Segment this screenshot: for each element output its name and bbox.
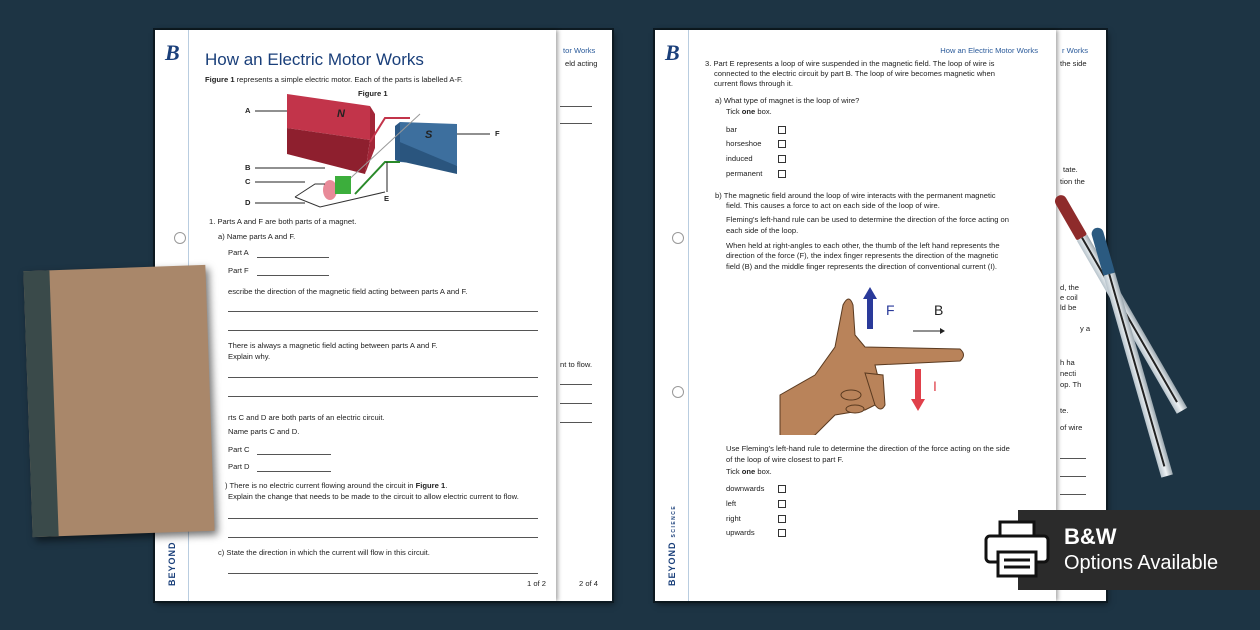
option-permanent-label: permanent: [726, 169, 763, 178]
held-text: direction of the force (F), the index finger represents the direction of the magnetic: [726, 251, 999, 260]
figure-label-a: A: [245, 106, 251, 115]
question-3-line: connected to the electric circuit by part B. The loop of wire becomes magnetic when: [714, 69, 995, 78]
brand-wordmark: BEYOND: [167, 541, 177, 586]
option-downwards-label: downwards: [726, 484, 765, 493]
tick-instruction: Tick one box.: [726, 467, 772, 476]
part-c-label: Part C: [228, 445, 250, 454]
back-page-text: tate.: [1063, 165, 1078, 174]
figure-label-c: C: [245, 177, 251, 186]
question-1a: a) Name parts A and F.: [218, 232, 296, 241]
use-fleming-text: Use Fleming's left-hand rule to determine the direction of the force acting on the side: [726, 444, 1010, 453]
option-left-label: left: [726, 499, 737, 508]
magnet-label-s: S: [425, 129, 433, 141]
back-page-text: ld be: [1060, 303, 1077, 312]
answer-line[interactable]: [228, 537, 538, 538]
question-3b-line: b) The magnetic field around the loop of wire interacts with the permanent magnetic: [715, 191, 996, 200]
back-page-text: op. Th: [1060, 380, 1082, 389]
back-page-text: y a: [1080, 324, 1091, 333]
figure-label-b: B: [245, 163, 251, 172]
bw-options-banner: [1018, 510, 1260, 590]
question-2: rts C and D are both parts of an electric circuit.: [228, 413, 385, 422]
back-page-text: nt to flow.: [560, 360, 593, 369]
back-page-text: of wire: [1060, 423, 1083, 432]
question-2a: Name parts C and D.: [228, 427, 300, 436]
part-f-answer-line[interactable]: [257, 275, 329, 276]
question-3a: a) What type of magnet is the loop of wire?: [715, 96, 860, 105]
option-right-checkbox[interactable]: [778, 515, 786, 523]
worksheet-page-left: [155, 30, 556, 601]
part-a-answer-line[interactable]: [257, 257, 329, 258]
option-bar-label: bar: [726, 125, 737, 134]
option-induced-checkbox[interactable]: [778, 155, 786, 163]
question-2c: c) State the direction in which the current will flow in this circuit.: [218, 548, 430, 557]
back-page-text: eld acting: [565, 59, 598, 68]
part-d-label: Part D: [228, 462, 250, 471]
field-label: B: [934, 302, 944, 318]
fleming-text: Fleming's left-hand rule can be used to determine the direction of the force acting on: [726, 215, 1010, 224]
brand-logo: B: [665, 40, 680, 65]
back-page-header: tor Works: [563, 46, 596, 55]
answer-line[interactable]: [228, 377, 538, 378]
figure-label-d: D: [245, 198, 251, 207]
magnet-label-n: N: [337, 108, 345, 120]
back-page-number: 2 of 4: [579, 579, 598, 588]
question-2b-explain: Explain the change that needs to be made to the circuit to allow electric current to flow.: [228, 492, 519, 501]
part-d-answer-line[interactable]: [257, 471, 331, 472]
question-3-line: 3. Part E represents a loop of wire suspended in the magnetic field. The loop of wire is: [705, 59, 995, 68]
force-arrow: [863, 287, 877, 329]
option-right-label: right: [726, 514, 741, 523]
figure-caption: Figure 1: [358, 89, 388, 98]
page-number: 1 of 2: [527, 579, 546, 588]
part-f-label: Part F: [228, 266, 249, 275]
part-c-answer-line[interactable]: [257, 454, 331, 455]
question-1c-explain: Explain why.: [228, 352, 271, 361]
option-induced-label: induced: [726, 154, 753, 163]
back-page-header: r Works: [1062, 46, 1089, 55]
electric-motor-figure: [235, 92, 505, 212]
option-permanent-checkbox[interactable]: [778, 170, 786, 178]
option-upwards-label: upwards: [726, 528, 755, 537]
punch-hole: [672, 386, 684, 398]
question-3-line: current flows through it.: [714, 79, 793, 88]
printer-icon: [984, 520, 1050, 578]
option-downwards-checkbox[interactable]: [778, 485, 786, 493]
option-left-checkbox[interactable]: [778, 500, 786, 508]
back-page-text: tion the: [1060, 177, 1085, 186]
back-page-text: e coil: [1060, 293, 1078, 302]
notebook-spine: [23, 270, 58, 537]
question-1b: escribe the direction of the magnetic field acting between parts A and F.: [228, 287, 468, 296]
field-arrow: [913, 328, 945, 334]
page-header: How an Electric Motor Works: [940, 46, 1038, 55]
banner-title: B&W: [1064, 524, 1117, 549]
banner-subtitle: Options Available: [1064, 552, 1219, 574]
tick-instruction: Tick one box.: [726, 107, 772, 116]
question-1: 1. Parts A and F are both parts of a magnet.: [209, 217, 357, 226]
force-label: F: [886, 302, 895, 318]
current-label: I: [933, 378, 937, 394]
question-3b-line: field. This causes a force to act on each side of the loop of wire.: [726, 201, 940, 210]
option-horseshoe-label: horseshoe: [726, 139, 762, 148]
back-page-text: d, the: [1060, 283, 1079, 292]
answer-line[interactable]: [228, 330, 538, 331]
back-page-text: te.: [1060, 406, 1069, 415]
question-2b: ) There is no electric current flowing around the circuit in Figure 1.: [225, 481, 448, 490]
part-a-label: Part A: [228, 248, 249, 257]
option-bar-checkbox[interactable]: [778, 126, 786, 134]
worksheet-title: How an Electric Motor Works: [205, 50, 424, 69]
answer-line[interactable]: [228, 311, 538, 312]
intro-text: Figure 1 represents a simple electric motor. Each of the parts is labelled A-F.: [205, 75, 463, 84]
answer-line[interactable]: [228, 573, 538, 574]
answer-line[interactable]: [228, 396, 538, 397]
option-horseshoe-checkbox[interactable]: [778, 140, 786, 148]
punch-hole: [174, 232, 186, 244]
answer-line[interactable]: [228, 518, 538, 519]
option-upwards-checkbox[interactable]: [778, 529, 786, 537]
held-text: When held at right-angles to each other, the thumb of the left hand represents the: [726, 241, 1000, 250]
back-page-text: necti: [1060, 369, 1077, 378]
back-page-text: h ha: [1060, 358, 1075, 367]
punch-hole: [672, 232, 684, 244]
current-arrow: [911, 369, 925, 411]
brand-logo: B: [165, 40, 180, 65]
figure-label-e: E: [384, 194, 390, 203]
worksheet-page-right: [655, 30, 1056, 601]
use-fleming-text: of the loop of wire closest to part F.: [726, 455, 844, 464]
figure-label-f: F: [495, 129, 500, 138]
back-page-text: the side: [1060, 59, 1087, 68]
question-1c: There is always a magnetic field acting between parts A and F.: [228, 341, 438, 350]
fleming-text: each side of the loop.: [726, 226, 799, 235]
left-hand-rule-figure: [775, 285, 975, 435]
brand-wordmark: BEYONDSCIENCE: [667, 504, 677, 586]
notebook: [23, 265, 214, 537]
held-text: field (B) and the middle finger represents the direction of conventional current (I).: [726, 262, 997, 271]
